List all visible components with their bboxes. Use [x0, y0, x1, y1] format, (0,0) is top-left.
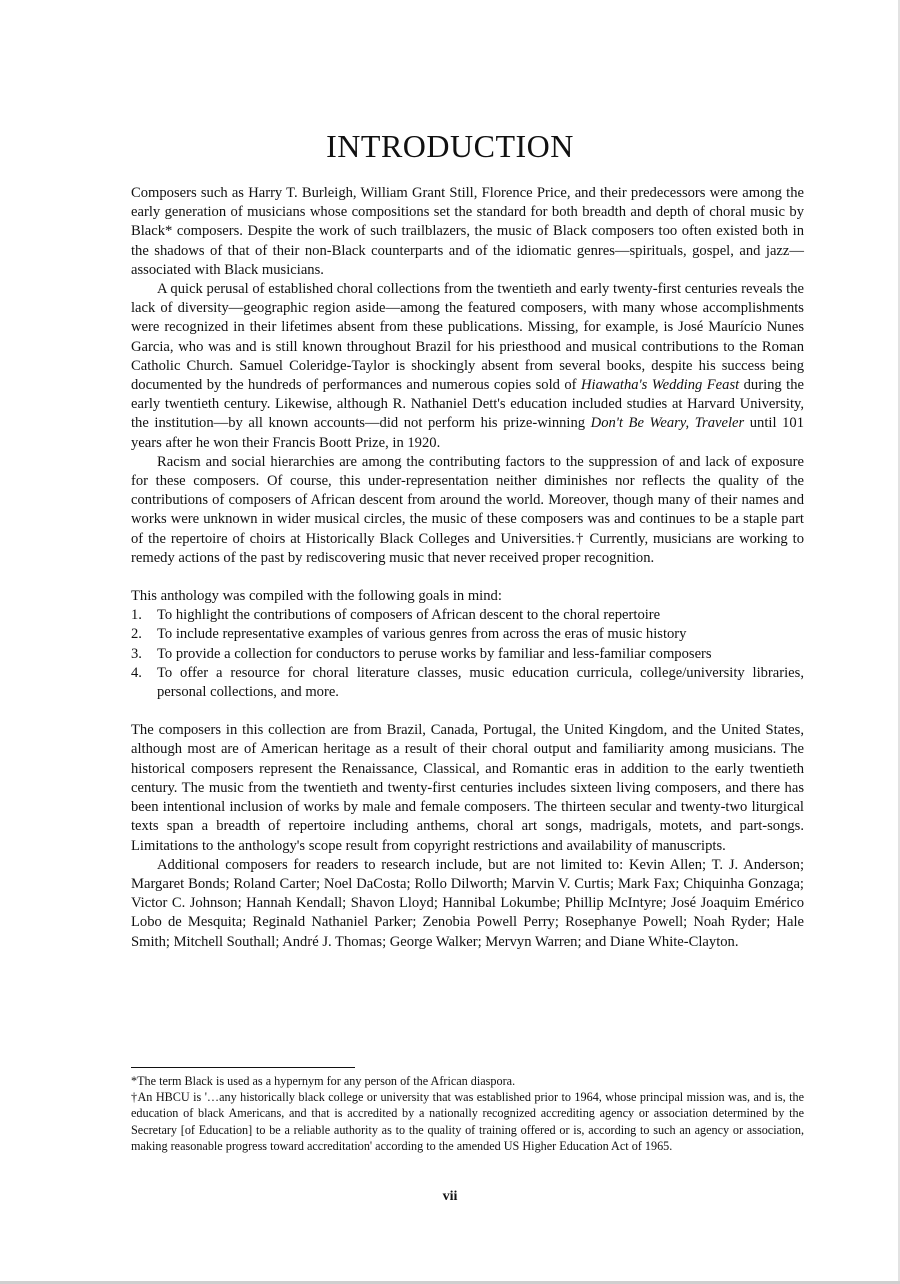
intro-paragraph-2-part-a: A quick perusal of established choral collections from the twentieth and early twenty-first centuries reveals the lack of diversity—geographic region aside—among the featured composers, with many whose accomplishments were recognized in their lifetimes absent from these publications. Missing, for example, is José Maurício Nunes Garcia, who was and is still known throughout Brazil for his priesthood and musical contributions to the Roman Catholic Church. Samuel Coleridge-Taylor is shockingly absent from several books, despite his success being documented by the hundreds of performances and numerous copies sold of: [131, 281, 804, 394]
goals-list: [131, 606, 804, 702]
list-item: [131, 625, 804, 644]
footnote-divider: [131, 1067, 355, 1068]
goals-lead: This anthology was compiled with the following goals in mind:: [131, 588, 502, 605]
intro-paragraph-2: [131, 280, 804, 453]
list-item-text: To offer a resource for choral literature classes, music education curricula, college/university libraries, personal collections, and more.: [157, 664, 804, 701]
list-item: [131, 645, 804, 664]
collection-paragraph-2: Additional composers for readers to research include, but are not limited to: Kevin Allen; T. J. Anderson; Margaret Bonds; Roland Carter; Noel DaCosta; Rollo Dilworth; Marvin V. Curtis; Mark Fax; Chiquinha Gonzaga; Victor C. Johnson; Hannah Kendall; Shavon Lloyd; Hannibal Lokumbe; Phillip McIntyre; José Joaquim Emérico Lobo de Mesquita; Reginald Nathaniel Parker; Zenobia Powell Perry; Rosephanye Powell; Noah Ryder; Hale Smith; Mitchell Southall; André J. Thomas; George Walker; Mervyn Warren; and Diane White-Clayton.: [131, 856, 804, 950]
list-item-number: 4.: [131, 664, 142, 681]
list-item-number: 3.: [131, 645, 142, 662]
intro-paragraph-2-part-c: until 101 years after he won their Francis Boott Prize, in 1920.: [131, 415, 804, 451]
footnotes: [131, 1073, 804, 1154]
work-title-dont-be-weary: Don't Be Weary, Traveler: [590, 415, 745, 432]
list-item-number: 2.: [131, 626, 142, 643]
page-title: INTRODUCTION: [326, 128, 574, 164]
collection-paragraph-1: The composers in this collection are from Brazil, Canada, Portugal, the United Kingdom, and the United States, although most are of American heritage as a result of their choral output and familiarity among musicians. The historical composers represent the Renaissance, Classical, and Romantic eras in addition to the early twentieth century. The music from the twentieth and twenty-first centuries includes sixteen living composers, and there has been intentional inclusion of works by male and female composers. The thirteen secular and twenty-two liturgical texts span a breadth of repertoire including anthems, choral art songs, madrigals, motets, and part-songs. Limitations to the anthology's scope result from copyright restrictions and availability of manuscripts.: [131, 722, 804, 854]
list-item-number: 1.: [131, 607, 142, 624]
list-item: [131, 664, 804, 702]
intro-paragraph-3: Racism and social hierarchies are among the contributing factors to the suppression of and lack of exposure for these composers. Of course, this under-representation neither diminishes nor reflects the quality of the contributions of composers of African descent from around the world. Moreover, though many of their names and works were unknown in wider musical circles, the music of these composers was and continues to be a staple part of the repertoire of choirs at Historically Black Colleges and Universities.† Currently, musicians are working to remedy actions of the past by rediscovering music that never received proper recognition.: [131, 453, 804, 566]
work-title-hiawatha: Hiawatha's Wedding Feast: [580, 377, 740, 394]
intro-paragraph-1: Composers such as Harry T. Burleigh, William Grant Still, Florence Price, and their predecessors were among the early generation of musicians whose compositions set the standard for both breadth and depth of choral music by Black* composers. Despite the work of such trailblazers, the music of Black composers too often existed both in the shadows of that of their non-Black counterparts and of the idiomatic genres—spirituals, gospel, and jazz—associated with Black musicians.: [131, 185, 804, 278]
list-item-text: To include representative examples of various genres from across the eras of music history: [157, 626, 687, 643]
page-number: vii: [442, 1189, 458, 1204]
intro-paragraph-2-part-b: during the early twentieth century. Likewise, although R. Nathaniel Dett's education included studies at Harvard University, the institution—by all known accounts—did not perform his prize-winning: [131, 377, 804, 432]
footnote-asterisk: *The term Black is used as a hypernym for any person of the African diaspora.: [131, 1074, 516, 1088]
list-item: [131, 606, 804, 625]
list-item-text: To provide a collection for conductors to peruse works by familiar and less-familiar composers: [157, 645, 712, 662]
footnote-dagger: †An HBCU is '…any historically black college or university that was established prior to 1964, whose principal mission was, and is, the education of black Americans, and that is accredited by a nationally recognized accrediting agency or association determined by the Secretary [of Education] to be a reliable authority as to the quality of training offered or is, according to such an agency or association, making reasonable progress toward accreditation' according to the amended US Higher Education Act of 1965.: [131, 1090, 804, 1153]
list-item-text: To highlight the contributions of composers of African descent to the choral repertoire: [157, 607, 661, 624]
main-text: [131, 184, 804, 952]
